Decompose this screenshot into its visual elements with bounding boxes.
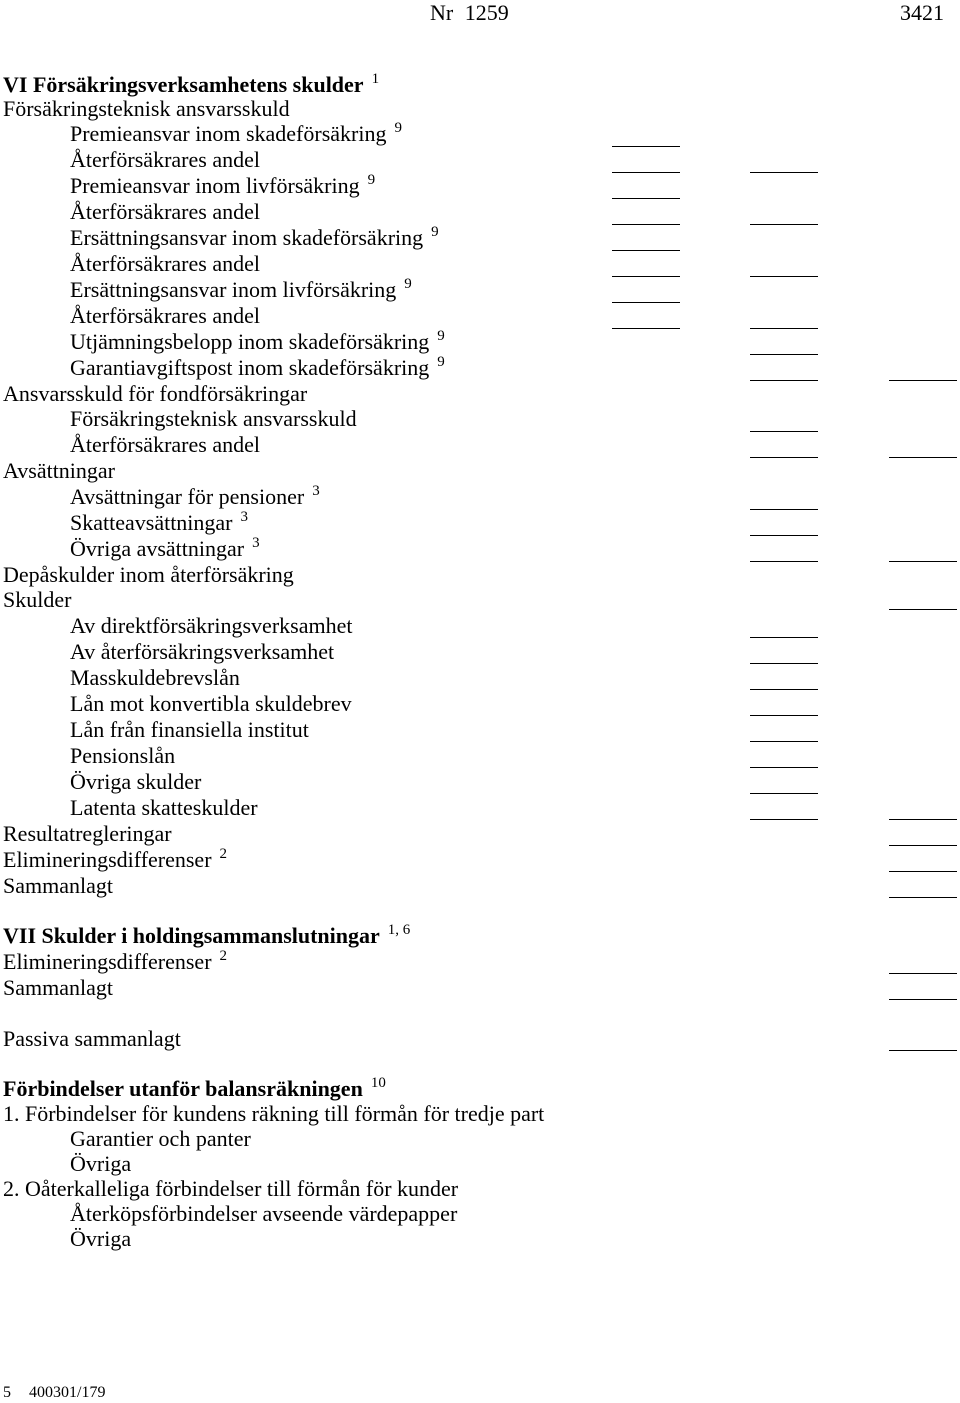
blank-line <box>612 328 680 329</box>
blank-line <box>750 380 818 381</box>
line-item: 2. Oåterkalleliga förbindelser till förmån för kunder <box>3 1176 459 1201</box>
line-item-text: Ersättningsansvar inom skadeförsäkring <box>70 225 424 250</box>
blank-line <box>612 250 680 251</box>
line-item: Återköpsförbindelser avseende värdepapper <box>70 1201 458 1226</box>
blank-line <box>750 431 818 432</box>
line-item: Masskuldebrevslån <box>70 665 240 690</box>
blank-line <box>612 276 680 277</box>
footnote-ref: 9 <box>437 354 445 370</box>
line-item: Sammanlagt <box>3 975 113 1000</box>
line-item: Övriga <box>70 1151 132 1176</box>
blank-line <box>889 973 957 974</box>
line-item: Depåskulder inom återförsäkring <box>3 562 294 587</box>
section-heading-text: Förbindelser utanför balansräkningen <box>3 1076 363 1101</box>
blank-line <box>612 146 680 147</box>
footnote-ref: 3 <box>312 483 320 499</box>
line-item: Lån mot konvertibla skuldebrev <box>70 691 352 716</box>
blank-line <box>750 663 818 664</box>
blank-line <box>889 457 957 458</box>
blank-line <box>889 871 957 872</box>
line-item <box>70 225 439 251</box>
line-item: Återförsäkrares andel <box>70 432 260 457</box>
blank-line <box>750 793 818 794</box>
line-item: Av direktförsäkringsverksamhet <box>70 613 353 638</box>
line-item: Lån från finansiella institut <box>70 717 309 742</box>
blank-line <box>889 380 957 381</box>
blank-line <box>750 819 818 820</box>
blank-line <box>750 172 818 173</box>
line-item: Resultatregleringar <box>3 821 172 846</box>
line-item: Övriga <box>70 1226 132 1251</box>
line-item-text: Övriga avsättningar <box>70 536 245 561</box>
page-number: 3421 <box>900 0 944 25</box>
blank-line <box>750 224 818 225</box>
line-item <box>70 536 260 562</box>
blank-line <box>750 509 818 510</box>
blank-line <box>612 198 680 199</box>
blank-line <box>612 302 680 303</box>
footnote-ref: 1 <box>371 71 380 87</box>
document-number: Nr 1259 <box>430 0 509 25</box>
line-item <box>70 329 445 355</box>
blank-line <box>889 561 957 562</box>
line-item: Latenta skatteskulder <box>70 795 258 820</box>
line-item: Avsättningar <box>3 458 116 483</box>
footnote-ref: 9 <box>404 276 412 292</box>
section-heading-vi <box>3 72 379 98</box>
line-item: Återförsäkrares andel <box>70 147 260 172</box>
footer-print-code: 400301/179 <box>29 1384 106 1401</box>
line-item: Pensionslån <box>70 743 176 768</box>
section-heading-text: VII Skulder i holdingsammanslutningar <box>3 923 380 948</box>
blank-line <box>750 561 818 562</box>
blank-line <box>750 328 818 329</box>
line-item: 1. Förbindelser för kundens räkning till förmån för tredje part <box>3 1101 545 1126</box>
line-item-text: Avsättningar för pensioner <box>70 484 305 509</box>
line-item: Försäkringsteknisk ansvarsskuld <box>70 406 357 431</box>
footnote-ref: 3 <box>240 509 249 525</box>
footnote-ref: 3 <box>252 535 260 551</box>
footnote-ref: 9 <box>394 120 402 136</box>
footnote-ref: 10 <box>370 1075 386 1091</box>
section-heading-text: VI Försäkringsverksamhetens skulder <box>3 72 364 97</box>
line-item: Av återförsäkringsverksamhet <box>70 639 335 664</box>
line-item-text: Premieansvar inom skadeförsäkring <box>70 121 387 146</box>
line-item: Garantier och panter <box>70 1126 251 1151</box>
blank-line <box>750 767 818 768</box>
line-item: Ansvarsskuld för fondförsäkringar <box>3 381 308 406</box>
page-footer <box>3 1384 105 1402</box>
line-item: Återförsäkrares andel <box>70 199 260 224</box>
footnote-ref: 9 <box>431 224 439 240</box>
footnote-ref: 1, 6 <box>387 922 411 938</box>
line-item: Återförsäkrares andel <box>70 251 260 276</box>
blank-line <box>889 845 957 846</box>
line-item-text: Ersättningsansvar inom livförsäkring <box>70 277 397 302</box>
line-item <box>70 484 320 510</box>
blank-line <box>612 224 680 225</box>
footnote-ref: 9 <box>437 328 445 344</box>
blank-line <box>750 276 818 277</box>
blank-line <box>889 609 957 610</box>
blank-line <box>889 897 957 898</box>
footnote-ref: 2 <box>219 846 228 862</box>
line-item: Skulder <box>3 587 72 612</box>
blank-line <box>750 689 818 690</box>
blank-line <box>750 715 818 716</box>
line-item <box>3 847 227 873</box>
blank-line <box>612 172 680 173</box>
blank-line <box>750 354 818 355</box>
blank-line <box>889 999 957 1000</box>
blank-line <box>889 1050 957 1051</box>
line-item <box>70 510 248 536</box>
blank-line <box>889 819 957 820</box>
section-heading-off-balance <box>3 1076 386 1102</box>
blank-line <box>750 457 818 458</box>
line-item: Sammanlagt <box>3 873 113 898</box>
blank-line <box>750 741 818 742</box>
section-heading-vii <box>3 923 410 949</box>
line-item: Återförsäkrares andel <box>70 303 260 328</box>
line-item-text: Elimineringsdifferenser <box>3 847 212 872</box>
line-item-text: Elimineringsdifferenser <box>3 949 212 974</box>
line-item <box>3 949 227 975</box>
line-item-text: Skatteavsättningar <box>70 510 233 535</box>
line-item-text: Premieansvar inom livförsäkring <box>70 173 360 198</box>
line-item <box>70 121 402 147</box>
footer-sheet-number: 5 <box>3 1384 11 1401</box>
line-item <box>70 355 445 381</box>
blank-line <box>750 637 818 638</box>
line-item: Övriga skulder <box>70 769 202 794</box>
blank-line <box>750 535 818 536</box>
line-item <box>70 173 375 199</box>
line-item-total: Passiva sammanlagt <box>3 1026 181 1051</box>
line-item-text: Garantiavgiftspost inom skadeförsäkring <box>70 355 430 380</box>
line-item: Försäkringsteknisk ansvarsskuld <box>3 96 290 121</box>
line-item <box>70 277 412 303</box>
line-item-text: Utjämningsbelopp inom skadeförsäkring <box>70 329 430 354</box>
footnote-ref: 2 <box>219 948 228 964</box>
footnote-ref: 9 <box>367 172 376 188</box>
